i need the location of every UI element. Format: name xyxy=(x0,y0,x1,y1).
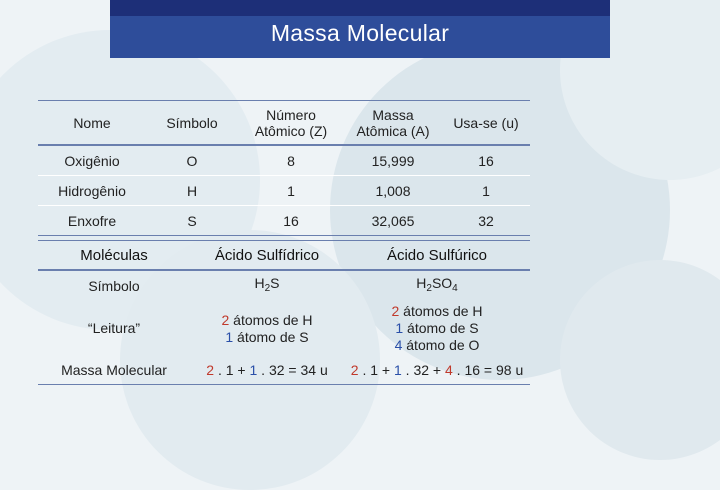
header-simbolo: Símbolo xyxy=(166,114,218,131)
table-row xyxy=(38,270,530,301)
element-used-mass: 16 xyxy=(478,152,494,169)
element-used-mass: 32 xyxy=(478,212,494,229)
element-name: Enxofre xyxy=(67,212,117,229)
reading-h2s: 2 átomos de H 1 átomo de S xyxy=(221,311,313,345)
molecules-table xyxy=(38,240,530,385)
molecules-header-row xyxy=(38,241,530,271)
row-label-simbolo: Símbolo xyxy=(88,277,140,294)
header-acido-sulfidrico: Ácido Sulfídrico xyxy=(214,246,320,264)
mass-h2s: 2 . 1 + 1 . 32 = 34 u xyxy=(206,361,328,378)
element-atomic-mass: 1,008 xyxy=(375,182,411,199)
row-label-leitura: “Leitura” xyxy=(87,320,141,336)
formula-h2so4: $H_2SO_4$ xyxy=(416,275,458,294)
elements-table xyxy=(38,100,530,236)
element-atomic-mass: 15,999 xyxy=(371,152,415,169)
element-atomic-number: 8 xyxy=(287,152,295,169)
formula-h2s: $H_2S$ xyxy=(254,275,280,294)
page-title: Massa Molecular xyxy=(270,20,450,46)
element-used-mass: 1 xyxy=(482,182,490,199)
header-usa-se: Usa-se (u) xyxy=(453,114,519,131)
element-atomic-number: 1 xyxy=(287,182,295,199)
title-bar xyxy=(110,0,610,58)
header-acido-sulfurico: Ácido Sulfúrico xyxy=(386,246,488,264)
element-name: Oxigênio xyxy=(64,152,120,169)
table-row xyxy=(38,176,530,206)
element-name: Hidrogênio xyxy=(58,182,126,199)
row-label-massa-molecular: Massa Molecular xyxy=(61,361,167,378)
table-row xyxy=(38,301,530,356)
header-massa-atomica: Massa Atômica (A) xyxy=(356,106,430,139)
mass-h2so4: 2 . 1 + 1 . 32 + 4 . 16 = 98 u xyxy=(350,361,524,378)
header-moleculas: Moléculas xyxy=(80,246,148,264)
header-nome: Nome xyxy=(73,114,111,131)
element-atomic-mass: 32,065 xyxy=(371,212,415,229)
header-numero-atomico: Número Atômico (Z) xyxy=(254,106,328,139)
table-row xyxy=(38,206,530,236)
reading-h2so4: 2 átomos de H 1 átomo de S 4 átomo de O xyxy=(391,303,483,353)
table-row xyxy=(38,356,530,385)
element-symbol: S xyxy=(187,212,197,229)
table-row xyxy=(38,145,530,176)
element-atomic-number: 16 xyxy=(283,212,299,229)
element-symbol: H xyxy=(186,182,198,199)
element-symbol: O xyxy=(186,152,198,169)
elements-header-row xyxy=(38,101,530,146)
